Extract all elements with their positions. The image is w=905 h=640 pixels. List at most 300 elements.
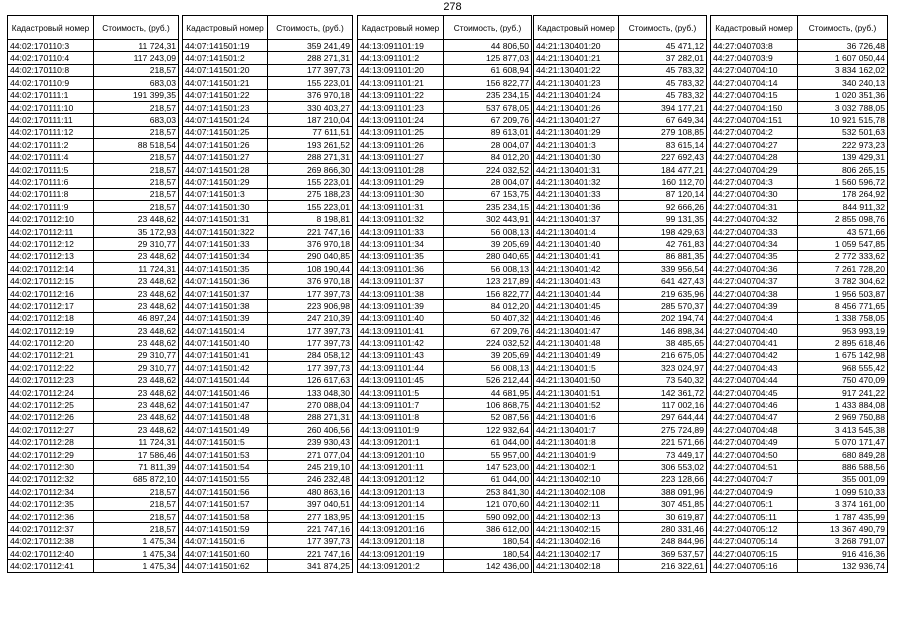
table-row	[534, 114, 707, 126]
cost-cell: 7 261 728,20	[798, 263, 888, 275]
cadastral-number-cell: 44:02:170112:14	[8, 263, 94, 275]
table-row	[711, 263, 888, 275]
cadastral-number-cell: 44:27:040704:7	[711, 473, 798, 485]
cadastre-table-5	[710, 15, 888, 573]
table-row	[8, 250, 179, 262]
cadastral-number-cell: 44:13:091101:26	[358, 139, 444, 151]
table-row	[358, 337, 532, 349]
header-cadastral-number: Кадастровый номер	[8, 16, 94, 40]
table-row	[358, 436, 532, 448]
cost-cell: 202 194,74	[619, 312, 707, 324]
table-row	[358, 238, 532, 250]
cadastral-number-cell: 44:13:091101:29	[358, 176, 444, 188]
cadastral-number-cell: 44:02:170111:12	[8, 126, 94, 138]
cadastral-number-cell: 44:27:040704:49	[711, 436, 798, 448]
table-row	[183, 324, 353, 336]
cost-cell: 355 001,09	[798, 473, 888, 485]
cadastral-number-cell: 44:07:141501:54	[183, 461, 268, 473]
table-row	[711, 64, 888, 76]
cost-cell: 339 956,54	[619, 263, 707, 275]
cost-cell: 177 397,73	[268, 287, 353, 299]
cadastral-number-cell: 44:07:141501:27	[183, 151, 268, 163]
cadastral-number-cell: 44:07:141501:5	[183, 436, 268, 448]
table-row	[183, 89, 353, 101]
table-row	[8, 101, 179, 113]
cadastral-number-cell: 44:02:170112:40	[8, 548, 94, 560]
cost-cell: 52 087,56	[444, 411, 532, 423]
cost-cell: 247 210,39	[268, 312, 353, 324]
cost-cell: 218,57	[94, 523, 179, 535]
cost-cell: 235 234,15	[444, 89, 532, 101]
cost-cell: 218,57	[94, 101, 179, 113]
table-row	[711, 275, 888, 287]
cadastral-number-cell: 44:07:141501:59	[183, 523, 268, 535]
cadastral-number-cell: 44:21:130402:15	[534, 523, 619, 535]
cadastral-number-cell: 44:13:091101:38	[358, 287, 444, 299]
cadastral-number-cell: 44:13:091101:31	[358, 201, 444, 213]
table-row	[711, 498, 888, 510]
cadastral-number-cell: 44:21:130401:26	[534, 101, 619, 113]
table-row	[711, 151, 888, 163]
cadastral-number-cell: 44:27:040704:47	[711, 411, 798, 423]
cost-cell: 44 681,95	[444, 386, 532, 398]
cost-cell: 290 040,85	[268, 250, 353, 262]
cost-cell: 29 310,77	[94, 238, 179, 250]
cost-cell: 55 957,00	[444, 448, 532, 460]
cost-cell: 526 212,44	[444, 374, 532, 386]
cost-cell: 132 936,74	[798, 560, 888, 572]
table-row	[8, 151, 179, 163]
header-cost: Стоимость, (руб.)	[268, 16, 353, 40]
table-header-row	[183, 16, 353, 40]
table-row	[8, 374, 179, 386]
table-row	[183, 176, 353, 188]
table-row	[711, 238, 888, 250]
cost-cell: 46 897,24	[94, 312, 179, 324]
table-row	[711, 448, 888, 460]
cost-cell: 177 397,73	[268, 337, 353, 349]
cost-cell: 3 782 304,62	[798, 275, 888, 287]
cost-cell: 218,57	[94, 176, 179, 188]
table-row	[8, 337, 179, 349]
cadastral-number-cell: 44:21:130401:31	[534, 163, 619, 175]
cadastral-number-cell: 44:21:130401:41	[534, 250, 619, 262]
table-row	[534, 225, 707, 237]
table-row	[8, 176, 179, 188]
cadastral-number-cell: 44:13:091101:19	[358, 40, 444, 52]
cadastral-number-cell: 44:21:130401:46	[534, 312, 619, 324]
cadastral-number-cell: 44:13:091101:28	[358, 163, 444, 175]
cost-cell: 1 956 503,87	[798, 287, 888, 299]
cost-cell: 180,54	[444, 548, 532, 560]
cadastral-number-cell: 44:21:130401:9	[534, 448, 619, 460]
cost-cell: 275 724,89	[619, 424, 707, 436]
table-row	[534, 126, 707, 138]
cost-cell: 1 560 596,72	[798, 176, 888, 188]
table-row	[358, 486, 532, 498]
cost-cell: 886 588,56	[798, 461, 888, 473]
table-row	[711, 424, 888, 436]
table-row	[358, 386, 532, 398]
table-row	[711, 287, 888, 299]
cost-cell: 1 475,34	[94, 535, 179, 547]
cadastral-number-cell: 44:07:141501:46	[183, 386, 268, 398]
cadastre-table-1	[7, 15, 179, 573]
cadastral-number-cell: 44:02:170112:11	[8, 225, 94, 237]
cost-cell: 61 044,00	[444, 473, 532, 485]
cost-cell: 269 866,30	[268, 163, 353, 175]
cost-cell: 23 448,62	[94, 411, 179, 423]
cost-cell: 285 570,37	[619, 300, 707, 312]
cost-cell: 245 219,10	[268, 461, 353, 473]
cost-cell: 61 044,00	[444, 436, 532, 448]
cadastral-number-cell: 44:27:040704:28	[711, 151, 798, 163]
cost-cell: 23 448,62	[94, 300, 179, 312]
cadastral-number-cell: 44:21:130401:50	[534, 374, 619, 386]
cadastral-number-cell: 44:07:141501:62	[183, 560, 268, 572]
cost-cell: 180,54	[444, 535, 532, 547]
cadastral-number-cell: 44:21:130401:29	[534, 126, 619, 138]
cost-cell: 685 872,10	[94, 473, 179, 485]
cadastral-number-cell: 44:27:040704:30	[711, 188, 798, 200]
cost-cell: 177 397,73	[268, 362, 353, 374]
cost-cell: 23 448,62	[94, 386, 179, 398]
cadastral-number-cell: 44:21:130402:11	[534, 498, 619, 510]
cadastral-number-cell: 44:27:040704:3	[711, 176, 798, 188]
cadastral-number-cell: 44:27:040705:15	[711, 548, 798, 560]
table-row	[8, 287, 179, 299]
table-row	[8, 300, 179, 312]
table-row	[358, 399, 532, 411]
cost-cell: 39 205,69	[444, 238, 532, 250]
table-row	[8, 188, 179, 200]
cadastral-number-cell: 44:21:130401:27	[534, 114, 619, 126]
cadastral-number-cell: 44:02:170112:16	[8, 287, 94, 299]
cadastral-number-cell: 44:21:130401:52	[534, 399, 619, 411]
header-cadastral-number: Кадастровый номер	[534, 16, 619, 40]
table-row	[358, 560, 532, 572]
cadastral-number-cell: 44:27:040704:51	[711, 461, 798, 473]
cadastral-number-cell: 44:13:091101:5	[358, 386, 444, 398]
cadastral-number-cell: 44:27:040704:48	[711, 424, 798, 436]
cost-cell: 248 844,96	[619, 535, 707, 547]
table-row	[358, 163, 532, 175]
cadastral-number-cell: 44:27:040703:9	[711, 52, 798, 64]
cost-cell: 2 855 098,76	[798, 213, 888, 225]
table-row	[8, 89, 179, 101]
cadastral-number-cell: 44:13:091201:14	[358, 498, 444, 510]
header-cost: Стоимость, (руб.)	[619, 16, 707, 40]
table-row	[358, 498, 532, 510]
cost-cell: 917 241,22	[798, 386, 888, 398]
cadastral-number-cell: 44:13:091101:40	[358, 312, 444, 324]
table-row	[8, 411, 179, 423]
cadastral-number-cell: 44:27:040704:10	[711, 64, 798, 76]
cost-cell: 142 436,00	[444, 560, 532, 572]
table-row	[358, 300, 532, 312]
cost-cell: 218,57	[94, 151, 179, 163]
table-row	[358, 250, 532, 262]
cadastral-number-cell: 44:02:170110:9	[8, 77, 94, 89]
cost-cell: 683,03	[94, 77, 179, 89]
cost-cell: 680 849,28	[798, 448, 888, 460]
cost-cell: 106 868,75	[444, 399, 532, 411]
table-row	[534, 399, 707, 411]
cadastral-number-cell: 44:07:141501:42	[183, 362, 268, 374]
table-row	[711, 126, 888, 138]
cadastral-number-cell: 44:21:130401:24	[534, 89, 619, 101]
cost-cell: 683,03	[94, 114, 179, 126]
cost-cell: 2 772 333,62	[798, 250, 888, 262]
cadastral-number-cell: 44:02:170112:13	[8, 250, 94, 262]
cost-cell: 218,57	[94, 486, 179, 498]
table-row	[534, 362, 707, 374]
cadastral-number-cell: 44:13:091101:30	[358, 188, 444, 200]
cost-cell: 288 271,31	[268, 151, 353, 163]
table-row	[358, 275, 532, 287]
table-row	[183, 498, 353, 510]
cadastral-number-cell: 44:27:040704:15	[711, 89, 798, 101]
cadastral-number-cell: 44:21:130401:43	[534, 275, 619, 287]
cadastral-number-cell: 44:02:170112:10	[8, 213, 94, 225]
table-row	[183, 448, 353, 460]
table-row	[183, 275, 353, 287]
cadastral-number-cell: 44:07:141501:21	[183, 77, 268, 89]
cost-cell: 223 906,98	[268, 300, 353, 312]
cadastral-number-cell: 44:21:130401:20	[534, 40, 619, 52]
cadastral-number-cell: 44:13:091101:24	[358, 114, 444, 126]
cost-cell: 126 617,63	[268, 374, 353, 386]
table-row	[183, 52, 353, 64]
cost-cell: 270 088,04	[268, 399, 353, 411]
cadastral-number-cell: 44:07:141501:29	[183, 176, 268, 188]
cadastral-number-cell: 44:21:130401:6	[534, 411, 619, 423]
cadastral-number-cell: 44:02:170112:26	[8, 411, 94, 423]
cost-cell: 99 131,35	[619, 213, 707, 225]
header-cost: Стоимость, (руб.)	[444, 16, 532, 40]
cost-cell: 45 471,12	[619, 40, 707, 52]
table-row	[358, 411, 532, 423]
table-row	[534, 275, 707, 287]
cadastral-number-cell: 44:02:170112:29	[8, 448, 94, 460]
cost-cell: 108 190,44	[268, 263, 353, 275]
cost-cell: 121 070,60	[444, 498, 532, 510]
cost-cell: 307 451,85	[619, 498, 707, 510]
cost-cell: 10 921 515,78	[798, 114, 888, 126]
table-row	[8, 201, 179, 213]
header-cost: Стоимость, (руб.)	[798, 16, 888, 40]
cost-cell: 376 970,18	[268, 238, 353, 250]
cost-cell: 67 153,75	[444, 188, 532, 200]
cadastral-number-cell: 44:13:091101:22	[358, 89, 444, 101]
table-header-row	[711, 16, 888, 40]
cadastral-number-cell: 44:21:130401:45	[534, 300, 619, 312]
cost-cell: 844 911,32	[798, 201, 888, 213]
table-row	[534, 411, 707, 423]
table-row	[711, 77, 888, 89]
cost-cell: 218,57	[94, 201, 179, 213]
cadastral-number-cell: 44:07:141501:57	[183, 498, 268, 510]
cadastral-number-cell: 44:07:141501:34	[183, 250, 268, 262]
cost-cell: 23 448,62	[94, 324, 179, 336]
table-row	[711, 114, 888, 126]
table-row	[183, 337, 353, 349]
cost-cell: 306 553,02	[619, 461, 707, 473]
table-row	[711, 399, 888, 411]
table-row	[534, 250, 707, 262]
table-row	[8, 64, 179, 76]
cadastral-number-cell: 44:27:040704:40	[711, 324, 798, 336]
table-row	[711, 548, 888, 560]
cost-cell: 23 448,62	[94, 374, 179, 386]
table-row	[8, 386, 179, 398]
cadastral-number-cell: 44:27:040704:32	[711, 213, 798, 225]
table-row	[8, 548, 179, 560]
table-row	[711, 486, 888, 498]
cost-cell: 11 724,31	[94, 436, 179, 448]
cost-cell: 28 004,07	[444, 139, 532, 151]
cadastral-number-cell: 44:27:040704:33	[711, 225, 798, 237]
table-row	[183, 523, 353, 535]
cadastral-number-cell: 44:13:091101:20	[358, 64, 444, 76]
cost-cell: 1 338 758,05	[798, 312, 888, 324]
cadastral-number-cell: 44:13:091101:9	[358, 424, 444, 436]
cadastral-number-cell: 44:13:091101:8	[358, 411, 444, 423]
cadastral-number-cell: 44:13:091101:7	[358, 399, 444, 411]
cost-cell: 219 635,96	[619, 287, 707, 299]
cost-cell: 73 540,32	[619, 374, 707, 386]
cost-cell: 56 008,13	[444, 263, 532, 275]
cost-cell: 193 261,52	[268, 139, 353, 151]
table-row	[711, 473, 888, 485]
table-row	[534, 77, 707, 89]
cadastral-number-cell: 44:27:040704:4	[711, 312, 798, 324]
cadastral-number-cell: 44:13:091201:19	[358, 548, 444, 560]
table-row	[8, 560, 179, 572]
cadastral-number-cell: 44:07:141501:39	[183, 312, 268, 324]
table-row	[8, 535, 179, 547]
cost-cell: 45 783,32	[619, 64, 707, 76]
cadastral-number-cell: 44:02:170111:6	[8, 176, 94, 188]
cost-cell: 71 811,39	[94, 461, 179, 473]
cadastral-number-cell: 44:02:170112:28	[8, 436, 94, 448]
table-row	[183, 77, 353, 89]
table-row	[358, 424, 532, 436]
cadastral-number-cell: 44:13:091101:27	[358, 151, 444, 163]
cost-cell: 45 783,32	[619, 77, 707, 89]
cadastral-number-cell: 44:07:141501:38	[183, 300, 268, 312]
cadastral-number-cell: 44:02:170112:18	[8, 312, 94, 324]
table-row	[534, 498, 707, 510]
page-number: 278	[443, 1, 462, 13]
table-row	[183, 201, 353, 213]
table-row	[711, 176, 888, 188]
cadastral-number-cell: 44:21:130401:47	[534, 324, 619, 336]
cadastral-number-cell: 44:13:091201:15	[358, 510, 444, 522]
table-row	[8, 498, 179, 510]
cost-cell: 341 874,25	[268, 560, 353, 572]
cost-cell: 155 223,01	[268, 77, 353, 89]
cost-cell: 218,57	[94, 126, 179, 138]
cost-cell: 133 048,30	[268, 386, 353, 398]
table-row	[534, 40, 707, 52]
table-row	[183, 163, 353, 175]
table-row	[183, 535, 353, 547]
cadastral-number-cell: 44:02:170112:34	[8, 486, 94, 498]
table-row	[711, 101, 888, 113]
cost-cell: 376 970,18	[268, 89, 353, 101]
table-row	[358, 548, 532, 560]
cadastral-number-cell: 44:07:141501:48	[183, 411, 268, 423]
cadastral-number-cell: 44:27:040704:50	[711, 448, 798, 460]
table-row	[183, 101, 353, 113]
cadastral-number-cell: 44:07:141501:58	[183, 510, 268, 522]
table-row	[183, 510, 353, 522]
table-row	[534, 238, 707, 250]
cadastral-number-cell: 44:13:091201:2	[358, 560, 444, 572]
cadastral-number-cell: 44:27:040704:2	[711, 126, 798, 138]
cost-cell: 221 747,16	[268, 523, 353, 535]
cadastral-number-cell: 44:02:170111:2	[8, 139, 94, 151]
cost-cell: 8 456 771,65	[798, 300, 888, 312]
table-row	[534, 337, 707, 349]
table-row	[8, 473, 179, 485]
cost-cell: 23 448,62	[94, 399, 179, 411]
cost-cell: 67 209,76	[444, 114, 532, 126]
table-row	[183, 188, 353, 200]
cadastral-number-cell: 44:07:141501:55	[183, 473, 268, 485]
cost-cell: 125 877,03	[444, 52, 532, 64]
table-row	[183, 461, 353, 473]
cost-cell: 23 448,62	[94, 337, 179, 349]
table-row	[358, 139, 532, 151]
table-row	[534, 64, 707, 76]
cadastral-number-cell: 44:02:170112:22	[8, 362, 94, 374]
cadastral-number-cell: 44:27:040704:36	[711, 263, 798, 275]
table-row	[711, 300, 888, 312]
table-row	[8, 349, 179, 361]
cadastral-number-cell: 44:02:170112:17	[8, 300, 94, 312]
table-row	[358, 324, 532, 336]
cadastral-number-cell: 44:27:040704:41	[711, 337, 798, 349]
cost-cell: 280 331,46	[619, 523, 707, 535]
cost-cell: 1 607 050,44	[798, 52, 888, 64]
cost-cell: 156 822,77	[444, 287, 532, 299]
cost-cell: 29 310,77	[94, 362, 179, 374]
cost-cell: 221 747,16	[268, 548, 353, 560]
cadastral-number-cell: 44:07:141501:44	[183, 374, 268, 386]
cadastral-number-cell: 44:21:130401:23	[534, 77, 619, 89]
table-row	[534, 201, 707, 213]
cadastral-number-cell: 44:07:141501:35	[183, 263, 268, 275]
cost-cell: 156 822,77	[444, 77, 532, 89]
cost-cell: 288 271,31	[268, 411, 353, 423]
cadastral-number-cell: 44:21:130402:108	[534, 486, 619, 498]
cost-cell: 3 374 161,00	[798, 498, 888, 510]
cost-cell: 36 726,48	[798, 40, 888, 52]
cost-cell: 218,57	[94, 64, 179, 76]
cadastral-number-cell: 44:07:141501:49	[183, 424, 268, 436]
cost-cell: 142 361,72	[619, 386, 707, 398]
cost-cell: 590 092,00	[444, 510, 532, 522]
cost-cell: 218,57	[94, 510, 179, 522]
cost-cell: 227 692,43	[619, 151, 707, 163]
table-row	[8, 486, 179, 498]
cost-cell: 56 008,13	[444, 225, 532, 237]
table-row	[358, 374, 532, 386]
cost-cell: 45 783,32	[619, 89, 707, 101]
cadastral-number-cell: 44:13:091201:13	[358, 486, 444, 498]
